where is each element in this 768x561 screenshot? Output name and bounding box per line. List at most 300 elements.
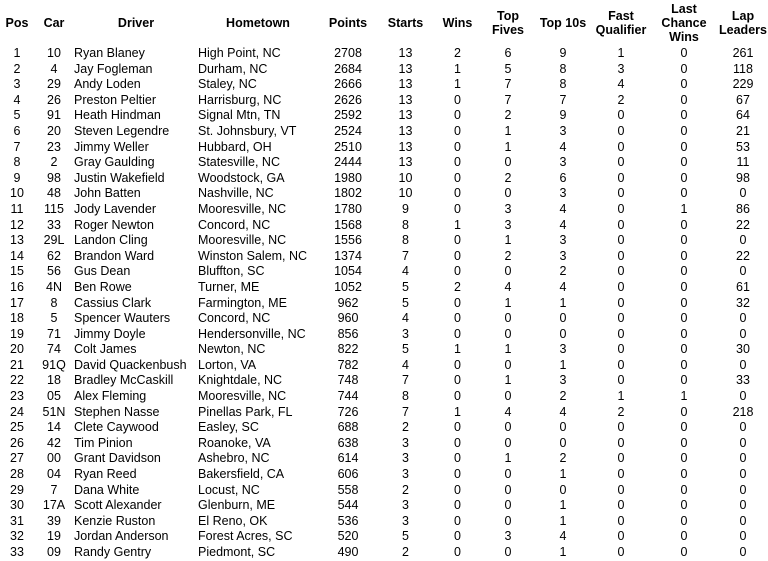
cell-hometown: Mooresville, NC (198, 389, 287, 404)
cell-points: 726 (337, 404, 359, 419)
cell-fast-qualifier: 0 (617, 482, 625, 497)
cell-last-chance-wins: 0 (680, 451, 688, 466)
cell-top-10s: 3 (559, 233, 567, 248)
cell-points: 2510 (334, 139, 362, 154)
cell-hometown: Nashville, NC (198, 186, 274, 201)
cell-top-10s: 0 (559, 482, 567, 497)
cell-pos: 24 (10, 404, 24, 419)
cell-starts: 10 (398, 186, 413, 201)
cell-starts: 8 (402, 389, 409, 404)
cell-starts: 3 (402, 326, 409, 341)
cell-fast-qualifier: 2 (617, 404, 625, 419)
cell-hometown: Hubbard, OH (198, 139, 272, 154)
cell-car: 56 (47, 264, 61, 279)
cell-last-chance-wins: 0 (680, 357, 688, 372)
cell-last-chance-wins: 0 (680, 139, 688, 154)
cell-driver: Gus Dean (74, 264, 131, 279)
cell-points: 2444 (334, 155, 362, 170)
cell-car: 05 (47, 389, 61, 404)
cell-starts: 7 (402, 248, 409, 263)
table-row (0, 62, 768, 78)
cell-driver: Jody Lavender (74, 201, 157, 216)
cell-fast-qualifier: 0 (617, 233, 625, 248)
cell-wins: 0 (454, 248, 461, 263)
table-row (0, 218, 768, 234)
table-row (0, 280, 768, 296)
cell-lap-leaders: 229 (732, 77, 754, 92)
cell-driver: Scott Alexander (74, 498, 162, 513)
table-row (0, 264, 768, 280)
cell-wins: 2 (454, 46, 461, 60)
cell-starts: 13 (398, 46, 413, 60)
cell-car: 26 (47, 92, 61, 107)
cell-fast-qualifier: 0 (617, 155, 625, 170)
cell-wins: 0 (454, 295, 461, 310)
cell-points: 960 (337, 311, 359, 326)
cell-fast-qualifier: 0 (617, 529, 625, 544)
cell-top-10s: 1 (559, 295, 567, 310)
header-car: Car (43, 16, 65, 30)
cell-fast-qualifier: 0 (617, 357, 625, 372)
cell-hometown: High Point, NC (198, 46, 281, 60)
cell-driver: Ben Rowe (74, 279, 132, 294)
cell-hometown: Hendersonville, NC (198, 326, 306, 341)
table-row (0, 436, 768, 452)
cell-points: 2708 (334, 46, 362, 60)
cell-pos: 27 (10, 451, 24, 466)
cell-driver: Gray Gaulding (74, 155, 155, 170)
cell-hometown: Mooresville, NC (198, 233, 287, 248)
cell-top-fives: 7 (504, 77, 512, 92)
cell-starts: 2 (402, 545, 409, 559)
cell-lap-leaders: 0 (739, 389, 747, 404)
cell-wins: 0 (454, 529, 461, 544)
cell-starts: 3 (402, 513, 409, 528)
cell-pos: 1 (13, 46, 21, 60)
cell-top-fives: 1 (504, 373, 512, 388)
cell-car: 29 (47, 77, 61, 92)
cell-hometown: Knightdale, NC (198, 373, 283, 388)
cell-pos: 3 (13, 77, 21, 92)
cell-starts: 3 (402, 467, 409, 482)
cell-driver: Jimmy Doyle (74, 326, 146, 341)
cell-starts: 13 (398, 123, 413, 138)
cell-driver: Dana White (74, 482, 140, 497)
header-row (0, 0, 768, 46)
cell-fast-qualifier: 0 (617, 420, 625, 435)
cell-pos: 2 (13, 61, 21, 76)
cell-driver: Jordan Anderson (74, 529, 169, 544)
cell-points: 1556 (334, 233, 362, 248)
cell-top-10s: 8 (559, 77, 567, 92)
cell-top-10s: 2 (559, 451, 567, 466)
cell-last-chance-wins: 0 (680, 92, 688, 107)
cell-lap-leaders: 0 (739, 467, 747, 482)
header-fast-qualifier: Fast Qualifier (595, 9, 647, 37)
cell-top-fives: 1 (504, 295, 512, 310)
cell-car: 7 (50, 482, 58, 497)
cell-lap-leaders: 98 (736, 170, 750, 185)
cell-starts: 7 (402, 404, 409, 419)
cell-hometown: Harrisburg, NC (198, 92, 282, 107)
cell-lap-leaders: 0 (739, 529, 747, 544)
cell-starts: 3 (402, 435, 409, 450)
cell-lap-leaders: 0 (739, 498, 747, 513)
cell-wins: 0 (454, 482, 461, 497)
cell-top-10s: 3 (559, 155, 567, 170)
cell-points: 490 (337, 545, 359, 559)
cell-pos: 12 (10, 217, 24, 232)
table-row (0, 249, 768, 265)
cell-fast-qualifier: 0 (617, 217, 625, 232)
cell-wins: 0 (454, 186, 461, 201)
cell-wins: 0 (454, 467, 461, 482)
cell-wins: 1 (454, 404, 461, 419)
cell-pos: 29 (10, 482, 24, 497)
cell-top-10s: 3 (559, 123, 567, 138)
cell-top-fives: 0 (504, 435, 512, 450)
cell-last-chance-wins: 0 (680, 311, 688, 326)
header-starts: Starts (387, 16, 424, 30)
cell-fast-qualifier: 0 (617, 279, 625, 294)
cell-lap-leaders: 11 (736, 155, 750, 170)
cell-hometown: Signal Mtn, TN (198, 108, 281, 123)
cell-fast-qualifier: 0 (617, 435, 625, 450)
table-row (0, 420, 768, 436)
cell-top-10s: 4 (559, 217, 567, 232)
cell-fast-qualifier: 0 (617, 139, 625, 154)
cell-fast-qualifier: 0 (617, 311, 625, 326)
cell-driver: Jimmy Weller (74, 139, 149, 154)
cell-starts: 3 (402, 451, 409, 466)
cell-driver: Bradley McCaskill (74, 373, 174, 388)
cell-last-chance-wins: 1 (680, 389, 688, 404)
cell-last-chance-wins: 0 (680, 264, 688, 279)
cell-fast-qualifier: 0 (617, 170, 625, 185)
cell-points: 638 (337, 435, 359, 450)
cell-fast-qualifier: 0 (617, 467, 625, 482)
cell-last-chance-wins: 0 (680, 373, 688, 388)
cell-wins: 0 (454, 451, 461, 466)
cell-driver: Tim Pinion (74, 435, 133, 450)
cell-top-fives: 4 (504, 404, 512, 419)
cell-top-10s: 4 (559, 279, 567, 294)
cell-top-fives: 0 (504, 513, 512, 528)
cell-driver: Preston Peltier (74, 92, 156, 107)
cell-wins: 0 (454, 264, 461, 279)
header-top-10s: Top 10s (539, 16, 587, 30)
cell-starts: 13 (398, 155, 413, 170)
table-row (0, 108, 768, 124)
cell-lap-leaders: 0 (739, 311, 747, 326)
cell-points: 2626 (334, 92, 362, 107)
cell-top-10s: 1 (559, 513, 567, 528)
cell-lap-leaders: 30 (736, 342, 750, 357)
cell-fast-qualifier: 1 (617, 46, 625, 60)
cell-car: 62 (47, 248, 61, 263)
cell-points: 2524 (334, 123, 362, 138)
cell-points: 544 (337, 498, 359, 513)
cell-top-fives: 0 (504, 482, 512, 497)
cell-hometown: Turner, ME (198, 279, 260, 294)
cell-points: 536 (337, 513, 359, 528)
cell-starts: 13 (398, 61, 413, 76)
cell-top-10s: 9 (559, 108, 567, 123)
cell-hometown: Mooresville, NC (198, 201, 287, 216)
cell-pos: 28 (10, 467, 24, 482)
cell-last-chance-wins: 0 (680, 404, 688, 419)
header-pos: Pos (5, 16, 29, 30)
cell-car: 29L (43, 233, 65, 248)
cell-wins: 0 (454, 311, 461, 326)
cell-fast-qualifier: 0 (617, 451, 625, 466)
cell-top-10s: 4 (559, 529, 567, 544)
cell-fast-qualifier: 2 (617, 92, 625, 107)
cell-last-chance-wins: 0 (680, 326, 688, 341)
cell-last-chance-wins: 0 (680, 279, 688, 294)
table-row (0, 389, 768, 405)
cell-points: 1568 (334, 217, 362, 232)
cell-last-chance-wins: 0 (680, 545, 688, 559)
cell-top-fives: 6 (504, 46, 512, 60)
cell-starts: 8 (402, 233, 409, 248)
cell-fast-qualifier: 0 (617, 342, 625, 357)
cell-car: 39 (47, 513, 61, 528)
cell-driver: Clete Caywood (74, 420, 159, 435)
cell-last-chance-wins: 0 (680, 295, 688, 310)
cell-fast-qualifier: 0 (617, 123, 625, 138)
cell-pos: 30 (10, 498, 24, 513)
table-row (0, 342, 768, 358)
cell-top-10s: 4 (559, 201, 567, 216)
table-row (0, 545, 768, 561)
cell-starts: 4 (402, 264, 409, 279)
cell-points: 1780 (334, 201, 362, 216)
cell-hometown: Ashebro, NC (198, 451, 270, 466)
cell-starts: 2 (402, 420, 409, 435)
cell-fast-qualifier: 0 (617, 545, 625, 559)
cell-top-fives: 0 (504, 545, 512, 559)
cell-top-10s: 3 (559, 186, 567, 201)
cell-hometown: Winston Salem, NC (198, 248, 308, 263)
cell-car: 91 (47, 108, 61, 123)
cell-wins: 0 (454, 326, 461, 341)
cell-last-chance-wins: 0 (680, 123, 688, 138)
cell-hometown: St. Johnsbury, VT (198, 123, 297, 138)
cell-pos: 22 (10, 373, 24, 388)
cell-lap-leaders: 33 (736, 373, 750, 388)
cell-top-fives: 2 (504, 108, 512, 123)
cell-car: 51N (42, 404, 66, 419)
cell-last-chance-wins: 0 (680, 482, 688, 497)
cell-points: 2592 (334, 108, 362, 123)
cell-hometown: Durham, NC (198, 61, 268, 76)
cell-points: 782 (337, 357, 359, 372)
cell-wins: 0 (454, 170, 461, 185)
cell-top-fives: 0 (504, 311, 512, 326)
cell-points: 1802 (334, 186, 362, 201)
cell-starts: 4 (402, 311, 409, 326)
cell-starts: 7 (402, 373, 409, 388)
cell-pos: 15 (10, 264, 24, 279)
cell-points: 744 (337, 389, 359, 404)
cell-starts: 5 (402, 295, 409, 310)
cell-fast-qualifier: 3 (617, 61, 625, 76)
cell-points: 1054 (334, 264, 362, 279)
cell-top-fives: 1 (504, 342, 512, 357)
cell-top-fives: 0 (504, 420, 512, 435)
cell-pos: 23 (10, 389, 24, 404)
cell-pos: 8 (13, 155, 21, 170)
cell-starts: 5 (402, 529, 409, 544)
cell-driver: Colt James (74, 342, 137, 357)
cell-driver: Cassius Clark (74, 295, 152, 310)
cell-top-10s: 0 (559, 435, 567, 450)
cell-car: 4 (50, 61, 58, 76)
cell-top-fives: 0 (504, 467, 512, 482)
cell-car: 2 (50, 155, 58, 170)
cell-driver: Kenzie Ruston (74, 513, 156, 528)
cell-points: 606 (337, 467, 359, 482)
cell-top-fives: 3 (504, 201, 512, 216)
cell-car: 98 (47, 170, 61, 185)
cell-starts: 13 (398, 139, 413, 154)
cell-wins: 0 (454, 155, 461, 170)
cell-wins: 1 (454, 77, 461, 92)
cell-driver: Ryan Blaney (74, 46, 145, 60)
cell-car: 00 (47, 451, 61, 466)
cell-last-chance-wins: 0 (680, 155, 688, 170)
cell-fast-qualifier: 0 (617, 201, 625, 216)
cell-starts: 9 (402, 201, 409, 216)
cell-lap-leaders: 0 (739, 545, 747, 559)
cell-last-chance-wins: 0 (680, 186, 688, 201)
cell-lap-leaders: 64 (736, 108, 750, 123)
cell-pos: 11 (10, 201, 24, 216)
cell-lap-leaders: 0 (739, 451, 747, 466)
cell-starts: 3 (402, 498, 409, 513)
cell-starts: 5 (402, 279, 409, 294)
cell-last-chance-wins: 0 (680, 233, 688, 248)
cell-top-10s: 1 (559, 498, 567, 513)
cell-driver: Spencer Wauters (74, 311, 171, 326)
cell-car: 91Q (42, 357, 66, 372)
cell-last-chance-wins: 0 (680, 467, 688, 482)
table-row (0, 233, 768, 249)
cell-pos: 25 (10, 420, 24, 435)
cell-car: 23 (47, 139, 61, 154)
cell-top-fives: 2 (504, 170, 512, 185)
cell-wins: 0 (454, 435, 461, 450)
cell-wins: 0 (454, 420, 461, 435)
cell-driver: Landon Cling (74, 233, 148, 248)
cell-fast-qualifier: 0 (617, 186, 625, 201)
cell-last-chance-wins: 1 (680, 201, 688, 216)
cell-wins: 0 (454, 108, 461, 123)
cell-lap-leaders: 86 (736, 201, 750, 216)
cell-points: 558 (337, 482, 359, 497)
cell-pos: 32 (10, 529, 24, 544)
cell-wins: 0 (454, 201, 461, 216)
cell-starts: 4 (402, 357, 409, 372)
cell-lap-leaders: 0 (739, 513, 747, 528)
cell-top-10s: 0 (559, 420, 567, 435)
cell-pos: 18 (10, 311, 24, 326)
cell-driver: John Batten (74, 186, 141, 201)
cell-top-fives: 2 (504, 248, 512, 263)
cell-starts: 2 (402, 482, 409, 497)
cell-car: 04 (47, 467, 61, 482)
header-wins: Wins (442, 16, 473, 30)
table-row (0, 373, 768, 389)
table-row (0, 186, 768, 202)
cell-driver: Stephen Nasse (74, 404, 160, 419)
cell-driver: Andy Loden (74, 77, 141, 92)
table-row (0, 327, 768, 343)
cell-starts: 13 (398, 108, 413, 123)
cell-wins: 0 (454, 92, 461, 107)
cell-fast-qualifier: 0 (617, 326, 625, 341)
cell-car: 8 (50, 295, 58, 310)
cell-car: 10 (47, 46, 61, 60)
cell-starts: 8 (402, 217, 409, 232)
cell-car: 48 (47, 186, 61, 201)
cell-top-fives: 0 (504, 326, 512, 341)
cell-wins: 0 (454, 233, 461, 248)
cell-top-10s: 3 (559, 342, 567, 357)
cell-hometown: Lorton, VA (198, 357, 257, 372)
cell-driver: Steven Legendre (74, 123, 170, 138)
cell-pos: 6 (13, 123, 21, 138)
cell-pos: 33 (10, 545, 24, 559)
cell-car: 18 (47, 373, 61, 388)
cell-top-fives: 3 (504, 217, 512, 232)
cell-top-10s: 4 (559, 139, 567, 154)
header-hometown: Hometown (226, 16, 290, 30)
cell-last-chance-wins: 0 (680, 420, 688, 435)
header-lap-leaders: Lap Leaders (719, 9, 767, 37)
header-driver: Driver (117, 16, 155, 30)
cell-top-10s: 0 (559, 326, 567, 341)
cell-top-10s: 1 (559, 545, 567, 559)
cell-top-10s: 2 (559, 264, 567, 279)
cell-lap-leaders: 0 (739, 326, 747, 341)
cell-fast-qualifier: 0 (617, 513, 625, 528)
cell-top-fives: 7 (504, 92, 512, 107)
cell-last-chance-wins: 0 (680, 498, 688, 513)
cell-lap-leaders: 22 (736, 248, 750, 263)
cell-car: 33 (47, 217, 61, 232)
cell-top-fives: 0 (504, 498, 512, 513)
cell-last-chance-wins: 0 (680, 61, 688, 76)
cell-top-fives: 5 (504, 61, 512, 76)
cell-hometown: Roanoke, VA (198, 435, 271, 450)
table-row (0, 171, 768, 187)
table-row (0, 498, 768, 514)
cell-points: 2684 (334, 61, 362, 76)
cell-lap-leaders: 0 (739, 233, 747, 248)
cell-car: 14 (47, 420, 61, 435)
cell-driver: Alex Fleming (74, 389, 147, 404)
cell-lap-leaders: 0 (739, 420, 747, 435)
cell-car: 20 (47, 123, 61, 138)
cell-pos: 19 (10, 326, 24, 341)
cell-car: 09 (47, 545, 61, 559)
cell-driver: David Quackenbush (74, 357, 187, 372)
cell-fast-qualifier: 0 (617, 373, 625, 388)
cell-pos: 5 (13, 108, 21, 123)
cell-lap-leaders: 32 (736, 295, 750, 310)
